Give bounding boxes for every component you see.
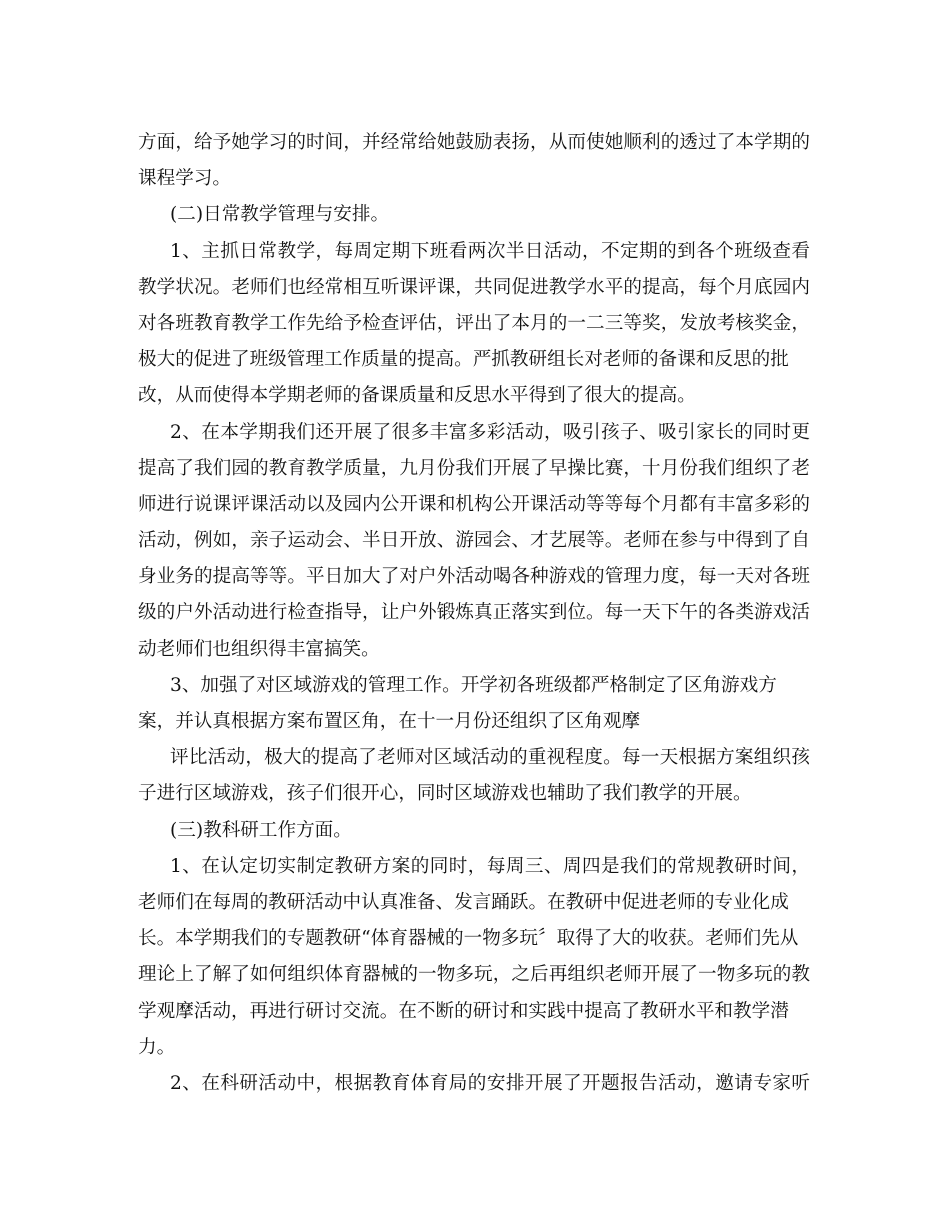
text-line: 教学状况。老师们也经常相互听课评课，共同促进教学水平的提高，每个月底园内 bbox=[138, 276, 810, 298]
text-line: 长。本学期我们的专题教研“体育器械的一物多玩〞取得了大的收获。老师们先从 bbox=[138, 928, 799, 950]
text-line: 2、在本学期我们还开展了很多丰富多彩活动，吸引孩子、吸引家长的同时更 bbox=[170, 421, 810, 443]
text-line: 极大的促进了班级管理工作质量的提高。严抓教研组长对老师的备课和反思的批 bbox=[138, 349, 789, 371]
text-line: 2、在科研活动中，根据教育体育局的安排开展了开题报告活动，邀请专家听 bbox=[170, 1072, 810, 1094]
text-line: 对各班教育教学工作先给予检查评估，评出了本月的一二三等奖，发放考核奖金， bbox=[138, 312, 810, 334]
section-heading: (三)教科研工作方面。 bbox=[170, 819, 352, 841]
text-line: 方面，给予她学习的时间，并经常给她鼓励表扬，从而使她顺利的透过了本学期的 bbox=[138, 132, 810, 153]
text-line: 1、主抓日常教学，每周定期下班看两次半日活动，不定期的到各个班级查看 bbox=[170, 240, 810, 262]
text-line: 动老师们也组织得丰富搞笑。 bbox=[138, 638, 380, 660]
text-line: 师进行说课评课活动以及园内公开课和机构公开课活动等等每个月都有丰富多彩的 bbox=[138, 493, 810, 515]
text-line: 课程学习。 bbox=[138, 168, 231, 190]
text-line: 提高了我们园的教育教学质量，九月份我们开展了早操比赛，十月份我们组织了老 bbox=[138, 457, 810, 479]
text-line: 案，并认真根据方案布置区角，在十一月份还组织了区角观摩 bbox=[138, 711, 641, 732]
text-line: 活动，例如，亲子运动会、半日开放、游园会、才艺展等。老师在参与中得到了自 bbox=[138, 530, 810, 552]
text-line: 身业务的提高等等。平日加大了对户外活动喝各种游戏的管理力度，每一天对各班 bbox=[138, 566, 810, 588]
text-line: 级的户外活动进行检查指导，让户外锻炼真正落实到位。每一天下午的各类游戏活 bbox=[138, 602, 810, 624]
text-line: 改，从而使得本学期老师的备课质量和反思水平得到了很大的提高。 bbox=[138, 385, 696, 407]
text-line: 子进行区域游戏，孩子们很开心，同时区域游戏也辅助了我们教学的开展。 bbox=[138, 783, 752, 805]
text-line: 3、加强了对区域游戏的管理工作。开学初各班级都严格制定了区角游戏方 bbox=[170, 674, 777, 696]
section-heading: (二)日常教学管理与安排。 bbox=[170, 204, 390, 226]
text-line: 学观摩活动，再进行研讨交流。在不断的研讨和实践中提高了教研水平和教学潜 bbox=[138, 1000, 789, 1022]
text-line: 老师们在每周的教研活动中认真准备、发言踊跃。在教研中促进老师的专业化成 bbox=[138, 891, 789, 913]
document-body bbox=[138, 125, 810, 1102]
text-line: 理论上了解了如何组织体育器械的一物多玩，之后再组织老师开展了一物多玩的教 bbox=[138, 964, 810, 986]
text-line: 评比活动，极大的提高了老师对区域活动的重视程度。每一天根据方案组织孩 bbox=[170, 747, 810, 769]
text-line: 1、在认定切实制定教研方案的同时，每周三、周四是我们的常规教研时间， bbox=[170, 855, 810, 877]
text-line: 力。 bbox=[138, 1036, 176, 1058]
